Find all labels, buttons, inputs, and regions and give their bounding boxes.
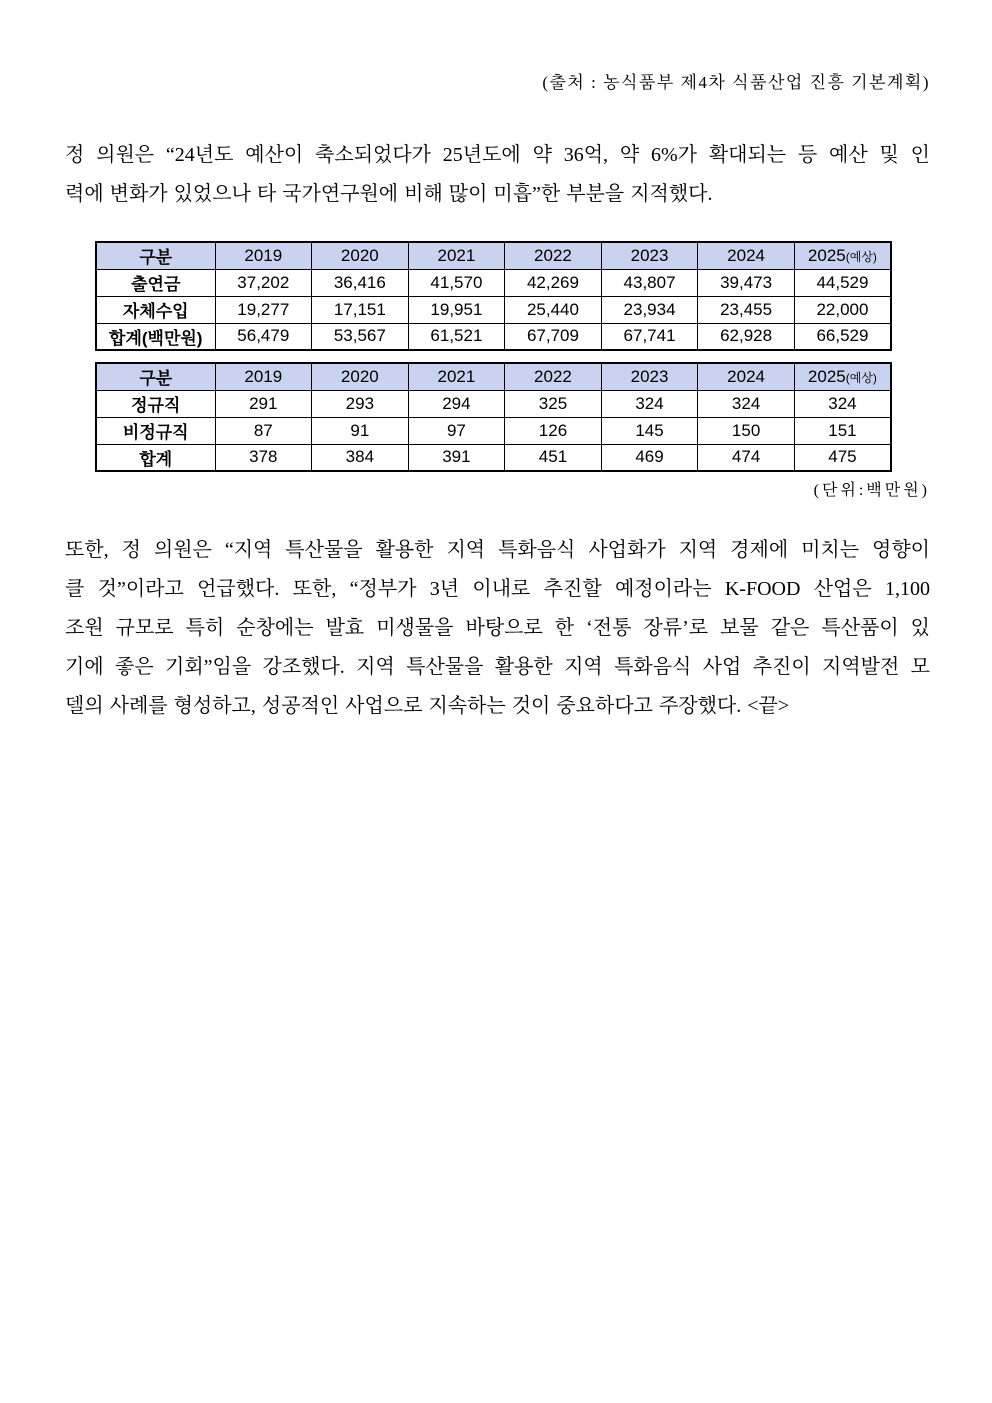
table-header-cell: 2024 (698, 363, 795, 390)
table-header-cell: 구분 (96, 242, 215, 269)
table-cell: 469 (601, 444, 698, 471)
table-row (96, 323, 891, 350)
table-cell: 391 (408, 444, 505, 471)
table-cell: 67,709 (505, 323, 602, 350)
table-row (96, 390, 891, 417)
paragraph-line: 력에 변화가 있었으나 타 국가연구원에 비해 많이 미흡”한 부분을 지적했다. (65, 183, 713, 205)
table-cell: 126 (505, 417, 602, 444)
table-header-cell: 2019 (215, 363, 312, 390)
table-cell: 474 (698, 444, 795, 471)
table-header-cell: 2020 (312, 363, 409, 390)
table-cell: 62,928 (698, 323, 795, 350)
table-cell: 378 (215, 444, 312, 471)
paragraph-budget-comment (65, 136, 930, 214)
table-row (96, 417, 891, 444)
table-header-cell: 2025(예상) (794, 363, 891, 390)
paragraph-line: 정 의원은 “24년도 예산이 축소되었다가 25년도에 약 36억, 약 6%가 확대되는 등 예산 및 인 (65, 144, 930, 166)
table-cell: 66,529 (794, 323, 891, 350)
table-cell: 97 (408, 417, 505, 444)
table-cell: 22,000 (794, 296, 891, 323)
table-cell: 451 (505, 444, 602, 471)
table-cell: 25,440 (505, 296, 602, 323)
table-cell: 384 (312, 444, 409, 471)
table-header-cell: 2021 (408, 242, 505, 269)
staff-table (95, 362, 892, 472)
table-cell: 23,934 (601, 296, 698, 323)
table-cell: 41,570 (408, 269, 505, 296)
source-citation: (출처 : 농식품부 제4차 식품산업 진흥 기본계획) (542, 73, 930, 92)
table-cell: 56,479 (215, 323, 312, 350)
table-cell: 61,521 (408, 323, 505, 350)
table-header-cell: 2020 (312, 242, 409, 269)
header-suffix: (예상) (845, 249, 877, 264)
paragraph-region-comment (65, 531, 930, 726)
table-row (96, 444, 891, 471)
table-cell: 17,151 (312, 296, 409, 323)
table-header-cell: 2021 (408, 363, 505, 390)
row-label-cell: 자체수입 (96, 296, 215, 323)
unit-note: (단위:백만원) (813, 482, 930, 499)
table-cell: 44,529 (794, 269, 891, 296)
table-cell: 324 (698, 390, 795, 417)
table-cell: 151 (794, 417, 891, 444)
row-label-cell: 출연금 (96, 269, 215, 296)
table-cell: 150 (698, 417, 795, 444)
table-cell: 325 (505, 390, 602, 417)
row-label-cell: 정규직 (96, 390, 215, 417)
paragraph-line: 클 것”이라고 언급했다. 또한, “정부가 3년 이내로 추진할 예정이라는 K-FOOD 산업은 1,100 (65, 578, 930, 600)
row-label-cell: 합계(백만원) (96, 323, 215, 350)
table-cell: 91 (312, 417, 409, 444)
table-cell: 37,202 (215, 269, 312, 296)
table-cell: 42,269 (505, 269, 602, 296)
table-header-cell: 구분 (96, 363, 215, 390)
header-suffix: (예상) (845, 370, 877, 385)
table-header-row (96, 363, 891, 390)
table-row (96, 296, 891, 323)
table-header-cell: 2022 (505, 363, 602, 390)
table-header-cell: 2019 (215, 242, 312, 269)
table-cell: 19,951 (408, 296, 505, 323)
table-cell: 19,277 (215, 296, 312, 323)
table-cell: 291 (215, 390, 312, 417)
table-header-cell: 2022 (505, 242, 602, 269)
table-row (96, 269, 891, 296)
paragraph-line: 델의 사례를 형성하고, 성공적인 사업으로 지속하는 것이 중요하다고 주장했다. <끝> (65, 695, 790, 717)
table-cell: 294 (408, 390, 505, 417)
budget-table (95, 241, 892, 351)
table-header-cell: 2025(예상) (794, 242, 891, 269)
paragraph-line: 또한, 정 의원은 “지역 특산물을 활용한 지역 특화음식 사업화가 지역 경제에 미치는 영향이 (65, 539, 930, 561)
table-cell: 145 (601, 417, 698, 444)
row-label-cell: 비정규직 (96, 417, 215, 444)
table-cell: 23,455 (698, 296, 795, 323)
table-header-cell: 2024 (698, 242, 795, 269)
table-cell: 475 (794, 444, 891, 471)
table-cell: 293 (312, 390, 409, 417)
paragraph-line: 조원 규모로 특히 순창에는 발효 미생물을 바탕으로 한 ‘전통 장류’로 보물 같은 특산품이 있 (65, 617, 930, 639)
table-header-row (96, 242, 891, 269)
table-cell: 39,473 (698, 269, 795, 296)
table-cell: 324 (601, 390, 698, 417)
table-cell: 67,741 (601, 323, 698, 350)
table-cell: 324 (794, 390, 891, 417)
table-header-cell: 2023 (601, 242, 698, 269)
row-label-cell: 합계 (96, 444, 215, 471)
table-cell: 53,567 (312, 323, 409, 350)
table-cell: 43,807 (601, 269, 698, 296)
paragraph-line: 기에 좋은 기회”임을 강조했다. 지역 특산물을 활용한 지역 특화음식 사업 추진이 지역발전 모 (65, 656, 930, 678)
table-header-cell: 2023 (601, 363, 698, 390)
table-cell: 87 (215, 417, 312, 444)
table-cell: 36,416 (312, 269, 409, 296)
